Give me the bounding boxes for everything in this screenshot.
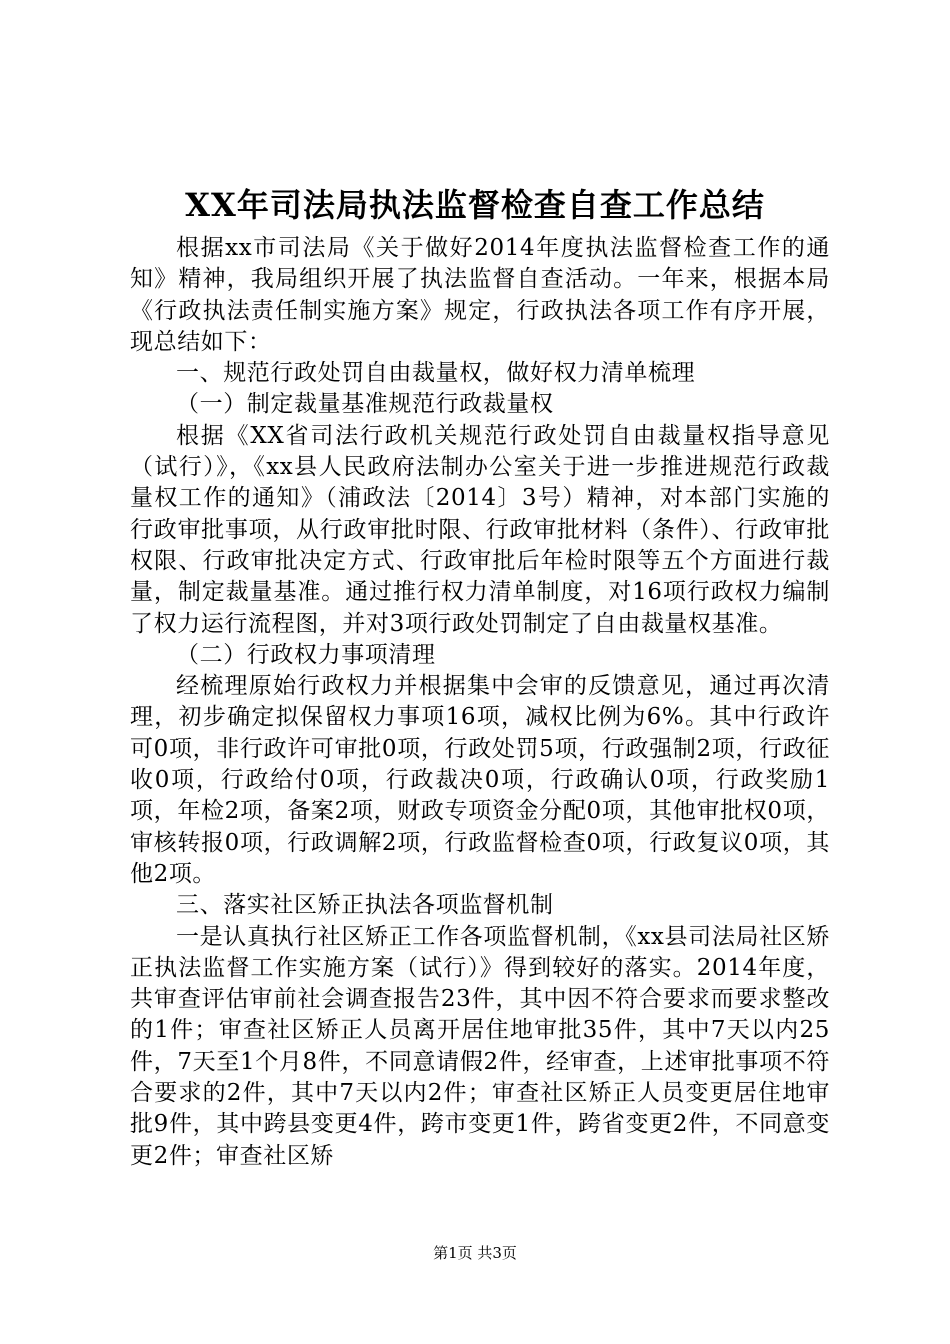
section-heading-3: 三、落实社区矫正执法各项监督机制: [176, 892, 554, 919]
intro-paragraph: 根据xx市司法局《关于做好2014年度执法监督检查工作的通知》精神，我局组织开展了执法监督自查活动。一年来，根据本局《行政执法责任制实施方案》规定，行政执法各项工作有序开展，现总结如下：: [130, 235, 830, 355]
section-heading-1: 一、规范行政处罚自由裁量权，做好权力清单梳理: [176, 360, 696, 387]
document-title: XX年司法局执法监督检查自查工作总结: [185, 186, 765, 224]
body-paragraph: 经梳理原始行政权力并根据集中会审的反馈意见，通过再次清理，初步确定拟保留权力事项16项，减权比例为6%。其中行政许可0项，非行政许可审批0项，行政处罚5项，行政强制2项，行政征收0项，行政给付0项，行政裁决0项，行政确认0项，行政奖励1项，年检2项，备案2项，财政专项资金分配0项，其他审批权0项，审核转报0项，行政调解2项，行政监督检查0项，行政复议0项，其他2项。: [130, 673, 830, 887]
document-body: [130, 233, 830, 1172]
body-paragraph: 一是认真执行社区矫正工作各项监督机制，《xx县司法局社区矫正执法监督工作实施方案（试行）》得到较好的落实。2014年度，共审查评估审前社会调查报告23件，其中因不符合要求而要求整改的1件；审查社区矫正人员离开居住地审批35件，其中7天以内25件，7天至1个月8件，不同意请假2件，经审查，上述审批事项不符合要求的2件，其中7天以内2件；审查社区矫正人员变更居住地审批9件，其中跨县变更4件，跨市变更1件，跨省变更2件，不同意变更2件；审查社区矫: [130, 923, 830, 1169]
subsection-heading-2: （二）行政权力事项清理: [176, 641, 436, 668]
body-paragraph: 根据《XX省司法行政机关规范行政处罚自由裁量权指导意见（试行）》，《xx县人民政府法制办公室关于进一步推进规范行政裁量权工作的通知》（浦政法〔2014〕3号）精神，对本部门实施的行政审批事项，从行政审批时限、行政审批材料（条件）、行政审批权限、行政审批决定方式、行政审批后年检时限等五个方面进行裁量，制定裁量基准。通过推行权力清单制度，对16项行政权力编制了权力运行流程图，并对3项行政处罚制定了自由裁量权基准。: [130, 422, 830, 637]
page-number-footer: 第1页 共3页: [433, 1244, 517, 1262]
subsection-heading-1: （一）制定裁量基准规范行政裁量权: [176, 391, 554, 418]
